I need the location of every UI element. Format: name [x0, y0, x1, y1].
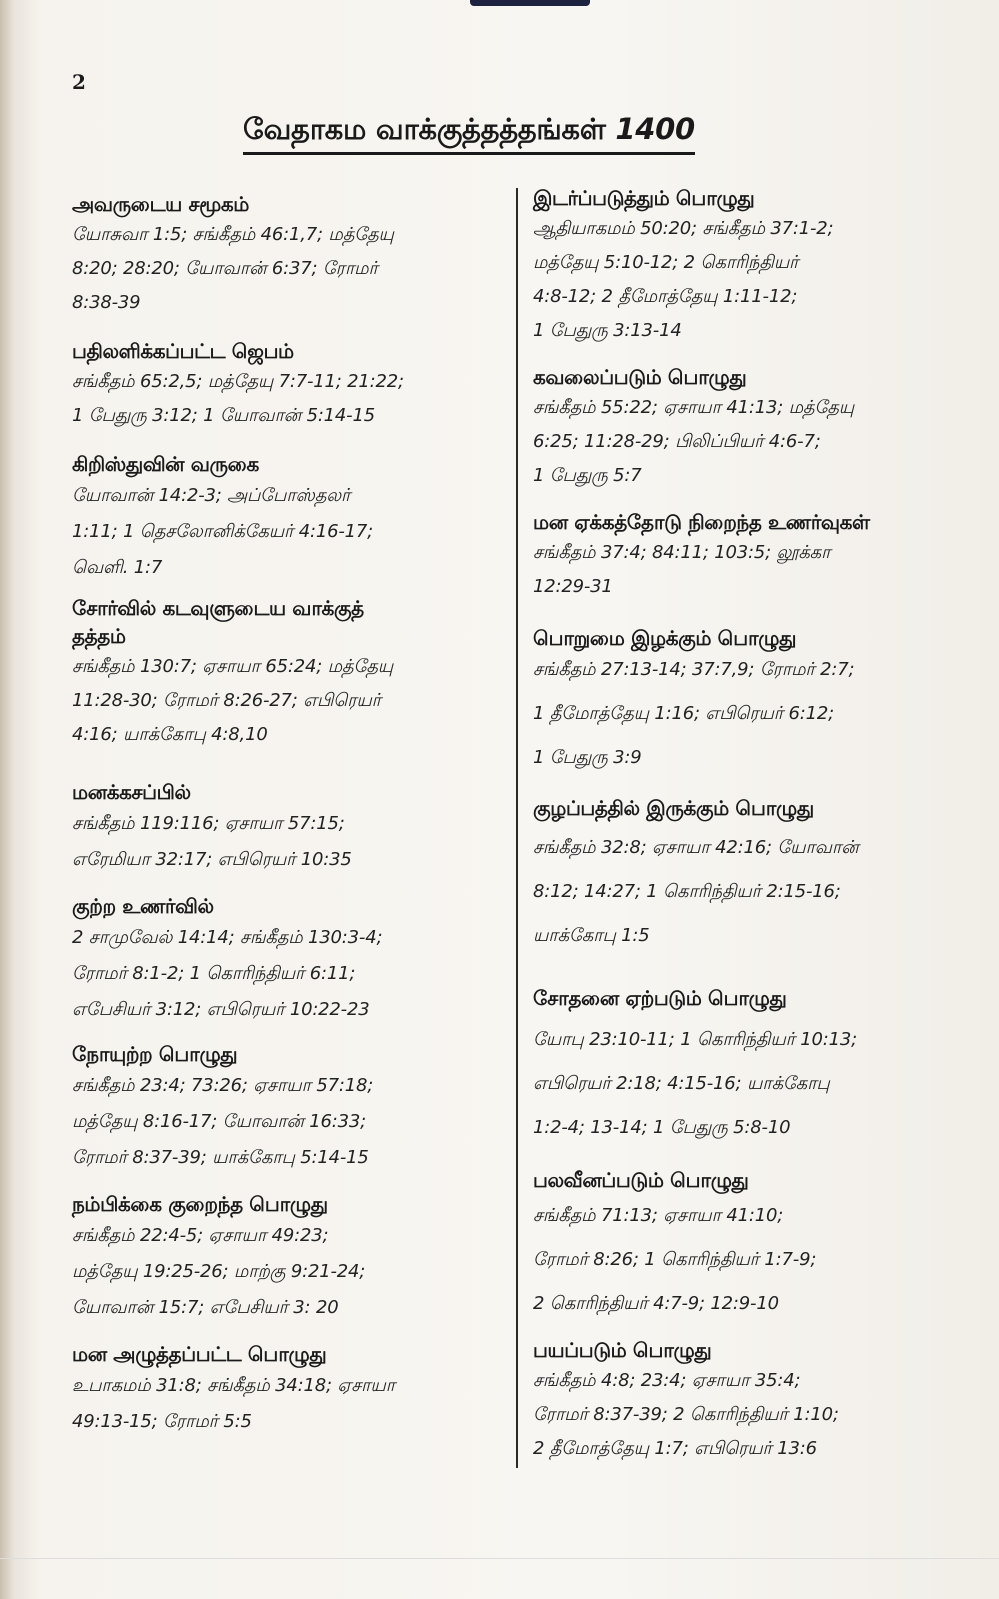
verse-references	[72, 920, 504, 1028]
reference-line: 1 பேதுரு 3:12; 1 யோவான் 5:14-15	[72, 405, 375, 426]
page-title-text: வேதாகம வாக்குத்தத்தங்கள்	[243, 112, 606, 146]
reference-line: 1 பேதுரு 3:9	[533, 747, 642, 768]
section-heading: பயப்படும் பொழுது	[533, 1338, 712, 1362]
promise-section	[72, 1190, 504, 1326]
section-heading: குற்ற உணர்வில்	[72, 894, 214, 918]
verse-references	[72, 1368, 504, 1440]
section-heading: நம்பிக்கை குறைந்த பொழுது	[72, 1192, 328, 1216]
promise-section	[533, 984, 963, 1150]
section-heading: சோர்வில் கடவுளுடைய வாக்குத்	[72, 596, 364, 620]
column-divider	[516, 188, 518, 1468]
section-heading: கிறிஸ்துவின் வருகை	[72, 452, 259, 476]
promise-section	[533, 363, 963, 493]
reference-line: வெளி. 1:7	[72, 557, 163, 578]
reference-line: 4:16; யாக்கோபு 4:8,10	[72, 724, 268, 745]
reference-line: 4:8-12; 2 தீமோத்தேயு 1:11-12;	[533, 286, 798, 307]
reference-line: 12:29-31	[533, 576, 613, 597]
reference-line: சங்கீதம் 55:22; ஏசாயா 41:13; மத்தேயு	[533, 397, 854, 418]
section-heading: குழப்பத்தில் இருக்கும் பொழுது	[533, 796, 814, 820]
promise-section	[533, 624, 963, 780]
section-heading: பதிலளிக்கப்பட்ட ஜெபம்	[72, 339, 294, 363]
reference-line: எபிரெயர் 2:18; 4:15-16; யாக்கோபு	[533, 1073, 830, 1094]
verse-references	[72, 218, 504, 320]
reference-line: ரோமர் 8:37-39; யாக்கோபு 5:14-15	[72, 1147, 369, 1168]
reference-line: சங்கீதம் 37:4; 84:11; 103:5; லூக்கா	[533, 542, 831, 563]
reference-line: யோவான் 14:2-3; அப்போஸ்தலர்	[72, 485, 351, 506]
verse-references	[72, 806, 504, 878]
reference-line: யோவான் 15:7; எபேசியர் 3: 20	[72, 1297, 339, 1318]
promise-section	[72, 1040, 504, 1176]
promise-section	[72, 190, 504, 320]
promise-section	[533, 1166, 963, 1326]
reference-line: ரோமர் 8:1-2; 1 கொரிந்தியர் 6:11;	[72, 963, 356, 984]
promise-section	[72, 450, 504, 586]
reference-line: சங்கீதம் 23:4; 73:26; ஏசாயா 57:18;	[72, 1075, 374, 1096]
reference-line: சங்கீதம் 32:8; ஏசாயா 42:16; யோவான்	[533, 837, 859, 858]
promise-section	[72, 594, 504, 752]
reference-line: யாக்கோபு 1:5	[533, 925, 650, 946]
page-number: 2	[72, 70, 86, 94]
promise-section	[72, 337, 504, 433]
page-bottom-edge	[0, 1558, 999, 1559]
promise-section	[533, 794, 963, 958]
verse-references	[72, 478, 504, 586]
page-title	[243, 112, 788, 155]
promise-section	[533, 184, 963, 348]
section-heading: மன ஏக்கத்தோடு நிறைந்த உணர்வுகள்	[533, 510, 870, 534]
reference-line: மத்தேயு 19:25-26; மாற்கு 9:21-24;	[72, 1261, 366, 1282]
section-heading: மன அழுத்தப்பட்ட பொழுது	[72, 1342, 327, 1366]
promise-section	[72, 1340, 504, 1440]
reference-line: 6:25; 11:28-29; பிலிப்பியர் 4:6-7;	[533, 431, 821, 452]
binding-strip	[470, 0, 590, 6]
verse-references	[533, 1364, 963, 1466]
verse-references	[533, 826, 963, 958]
section-heading: நோயுற்ற பொழுது	[72, 1042, 238, 1066]
reference-line: சங்கீதம் 4:8; 23:4; ஏசாயா 35:4;	[533, 1370, 801, 1391]
section-heading: கவலைப்படும் பொழுது	[533, 365, 747, 389]
reference-line: சங்கீதம் 27:13-14; 37:7,9; ரோமர் 2:7;	[533, 659, 855, 680]
reference-line: சங்கீதம் 22:4-5; ஏசாயா 49:23;	[72, 1225, 329, 1246]
reference-line: ரோமர் 8:37-39; 2 கொரிந்தியர் 1:10;	[533, 1404, 839, 1425]
verse-references	[72, 1218, 504, 1326]
reference-line: சங்கீதம் 65:2,5; மத்தேயு 7:7-11; 21:22;	[72, 371, 404, 392]
promise-section	[533, 1336, 963, 1466]
promise-section	[533, 508, 963, 604]
page-title-underlined	[243, 112, 695, 155]
verse-references	[533, 536, 963, 604]
reference-line: 8:12; 14:27; 1 கொரிந்தியர் 2:15-16;	[533, 881, 841, 902]
reference-line: 2 கொரிந்தியர் 4:7-9; 12:9-10	[533, 1293, 779, 1314]
reference-line: மத்தேயு 5:10-12; 2 கொரிந்தியர்	[533, 252, 799, 273]
reference-line: உபாகமம் 31:8; சங்கீதம் 34:18; ஏசாயா	[72, 1375, 395, 1396]
reference-line: மத்தேயு 8:16-17; யோவான் 16:33;	[72, 1111, 367, 1132]
verse-references	[533, 212, 963, 348]
verse-references	[72, 1068, 504, 1176]
reference-line: சங்கீதம் 130:7; ஏசாயா 65:24; மத்தேயு	[72, 656, 393, 677]
verse-references	[533, 1018, 963, 1150]
reference-line: யோபு 23:10-11; 1 கொரிந்தியர் 10:13;	[533, 1029, 858, 1050]
reference-line: எபேசியர் 3:12; எபிரெயர் 10:22-23	[72, 999, 370, 1020]
verse-references	[72, 650, 504, 752]
section-heading: பொறுமை இழக்கும் பொழுது	[533, 626, 797, 650]
section-heading: சோதனை ஏற்படும் பொழுது	[533, 986, 787, 1010]
promise-section	[72, 778, 504, 878]
reference-line: ஆதியாகமம் 50:20; சங்கீதம் 37:1-2;	[533, 218, 834, 239]
reference-line: 1:2-4; 13-14; 1 பேதுரு 5:8-10	[533, 1117, 791, 1138]
verse-references	[533, 391, 963, 493]
reference-line: 49:13-15; ரோமர் 5:5	[72, 1411, 252, 1432]
reference-line: எரேமியா 32:17; எபிரெயர் 10:35	[72, 849, 352, 870]
reference-line: 1:11; 1 தெசலோனிக்கேயர் 4:16-17;	[72, 521, 373, 542]
reference-line: ரோமர் 8:26; 1 கொரிந்தியர் 1:7-9;	[533, 1249, 817, 1270]
reference-line: சங்கீதம் 119:116; ஏசாயா 57:15;	[72, 813, 345, 834]
promise-section	[72, 892, 504, 1028]
reference-line: 1 தீமோத்தேயு 1:16; எபிரெயர் 6:12;	[533, 703, 834, 724]
reference-line: 8:20; 28:20; யோவான் 6:37; ரோமர்	[72, 258, 378, 279]
verse-references	[72, 365, 504, 433]
section-heading: மனக்கசப்பில்	[72, 780, 191, 804]
section-heading: அவருடைய சமூகம்	[72, 192, 249, 216]
section-heading-continued: தத்தம்	[72, 624, 126, 648]
reference-line: யோசுவா 1:5; சங்கீதம் 46:1,7; மத்தேயு	[72, 224, 394, 245]
reference-line: சங்கீதம் 71:13; ஏசாயா 41:10;	[533, 1205, 784, 1226]
reference-line: 1 பேதுரு 5:7	[533, 465, 642, 486]
section-heading: இடர்ப்படுத்தும் பொழுது	[533, 186, 755, 210]
page-title-number: 1400	[615, 112, 695, 146]
reference-line: 11:28-30; ரோமர் 8:26-27; எபிரெயர்	[72, 690, 381, 711]
section-heading: பலவீனப்படும் பொழுது	[533, 1168, 749, 1192]
reference-line: 1 பேதுரு 3:13-14	[533, 320, 682, 341]
reference-line: 8:38-39	[72, 292, 141, 313]
reference-line: 2 தீமோத்தேயு 1:7; எபிரெயர் 13:6	[533, 1438, 817, 1459]
verse-references	[533, 1194, 963, 1326]
verse-references	[533, 648, 963, 780]
reference-line: 2 சாமுவேல் 14:14; சங்கீதம் 130:3-4;	[72, 927, 383, 948]
